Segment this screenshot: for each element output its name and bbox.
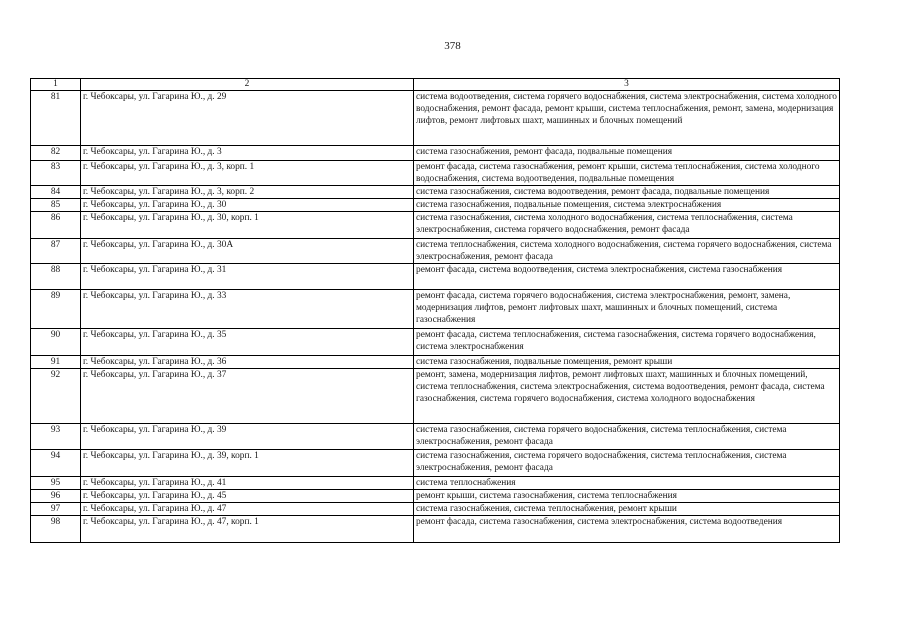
row-address: г. Чебоксары, ул. Гагарина Ю., д. 33 [81,290,414,329]
table-row [31,186,840,199]
row-works: ремонт фасада, система водоотведения, система электроснабжения, система газоснабжения [414,264,840,290]
row-number: 95 [31,477,81,490]
row-works: система газоснабжения, система горячего водоснабжения, система теплоснабжения, система электроснабжения, ремонт фасада [414,450,840,477]
table-row [31,424,840,450]
column-header-3: 3 [414,79,840,91]
row-number: 98 [31,516,81,543]
table-row [31,161,840,186]
row-number: 93 [31,424,81,450]
works-table [30,78,840,543]
row-address: г. Чебоксары, ул. Гагарина Ю., д. 36 [81,356,414,369]
row-address: г. Чебоксары, ул. Гагарина Ю., д. 35 [81,329,414,356]
row-number: 81 [31,91,81,146]
row-number: 84 [31,186,81,199]
row-number: 89 [31,290,81,329]
row-works: ремонт фасада, система теплоснабжения, система газоснабжения, система горячего водоснабжения, система электроснабжения [414,329,840,356]
table-row [31,329,840,356]
row-address: г. Чебоксары, ул. Гагарина Ю., д. 3 [81,146,414,161]
page-number: 378 [444,40,461,52]
row-number: 82 [31,146,81,161]
table-row [31,264,840,290]
row-works: система теплоснабжения, система холодного водоснабжения, система горячего водоснабжения, система электроснабжения, ремонт фасада [414,239,840,264]
row-address: г. Чебоксары, ул. Гагарина Ю., д. 39 [81,424,414,450]
row-number: 87 [31,239,81,264]
row-address: г. Чебоксары, ул. Гагарина Ю., д. 45 [81,490,414,503]
row-address: г. Чебоксары, ул. Гагарина Ю., д. 30 [81,199,414,212]
table-row [31,516,840,543]
row-works: система газоснабжения, система горячего водоснабжения, система теплоснабжения, система электроснабжения, ремонт фасада [414,424,840,450]
row-works: ремонт крыши, система газоснабжения, система теплоснабжения [414,490,840,503]
row-works: ремонт фасада, система газоснабжения, система электроснабжения, система водоотведения [414,516,840,543]
row-address: г. Чебоксары, ул. Гагарина Ю., д. 29 [81,91,414,146]
table-row [31,91,840,146]
row-works: система газоснабжения, система теплоснабжения, ремонт крыши [414,503,840,516]
row-works: система теплоснабжения [414,477,840,490]
header-row [31,79,840,91]
table-row [31,356,840,369]
row-address: г. Чебоксары, ул. Гагарина Ю., д. 39, корп. 1 [81,450,414,477]
row-works: система газоснабжения, подвальные помещения, система электроснабжения [414,199,840,212]
table-row [31,369,840,424]
row-number: 85 [31,199,81,212]
row-address: г. Чебоксары, ул. Гагарина Ю., д. 3, корп. 2 [81,186,414,199]
row-address: г. Чебоксары, ул. Гагарина Ю., д. 30А [81,239,414,264]
row-works: ремонт, замена, модернизация лифтов, ремонт лифтовых шахт, машинных и блочных помещений, система теплоснабжения, система электроснабжения, система водоотведения, ремонт фасада, система газоснабжения, система горячего водоснабжения, система холодного водоснабжения [414,369,840,424]
table-header [31,79,840,91]
row-address: г. Чебоксары, ул. Гагарина Ю., д. 47, корп. 1 [81,516,414,543]
row-number: 92 [31,369,81,424]
row-works: ремонт фасада, система газоснабжения, ремонт крыши, система теплоснабжения, система холодного водоснабжения, система водоотведения, подвальные помещения [414,161,840,186]
table-row [31,239,840,264]
table-row [31,503,840,516]
row-address: г. Чебоксары, ул. Гагарина Ю., д. 31 [81,264,414,290]
table-row [31,450,840,477]
row-works: система газоснабжения, система холодного водоснабжения, система теплоснабжения, система электроснабжения, система горячего водоснабжения, ремонт фасада [414,212,840,239]
row-number: 83 [31,161,81,186]
row-address: г. Чебоксары, ул. Гагарина Ю., д. 3, корп. 1 [81,161,414,186]
row-works: система газоснабжения, подвальные помещения, ремонт крыши [414,356,840,369]
table-row [31,477,840,490]
row-number: 90 [31,329,81,356]
row-number: 88 [31,264,81,290]
table-body [31,91,840,543]
row-address: г. Чебоксары, ул. Гагарина Ю., д. 37 [81,369,414,424]
table-row [31,290,840,329]
row-number: 91 [31,356,81,369]
row-number: 97 [31,503,81,516]
row-address: г. Чебоксары, ул. Гагарина Ю., д. 47 [81,503,414,516]
row-number: 86 [31,212,81,239]
column-header-1: 1 [31,79,81,91]
row-works: ремонт фасада, система горячего водоснабжения, система электроснабжения, ремонт, замена, модернизация лифтов, ремонт лифтовых шахт, машинных и блочных помещений, система газоснабжения [414,290,840,329]
row-number: 94 [31,450,81,477]
table-row [31,199,840,212]
table-row [31,490,840,503]
table-row [31,212,840,239]
row-works: система газоснабжения, система водоотведения, ремонт фасада, подвальные помещения [414,186,840,199]
row-works: система газоснабжения, ремонт фасада, подвальные помещения [414,146,840,161]
row-number: 96 [31,490,81,503]
row-works: система водоотведения, система горячего водоснабжения, система электроснабжения, система холодного водоснабжения, ремонт фасада, ремонт крыши, система теплоснабжения, ремонт, замена, модернизация лифтов, ремонт лифтовых шахт, машинных и блочных помещений [414,91,840,146]
column-header-2: 2 [81,79,414,91]
table-row [31,146,840,161]
row-address: г. Чебоксары, ул. Гагарина Ю., д. 30, корп. 1 [81,212,414,239]
row-address: г. Чебоксары, ул. Гагарина Ю., д. 41 [81,477,414,490]
